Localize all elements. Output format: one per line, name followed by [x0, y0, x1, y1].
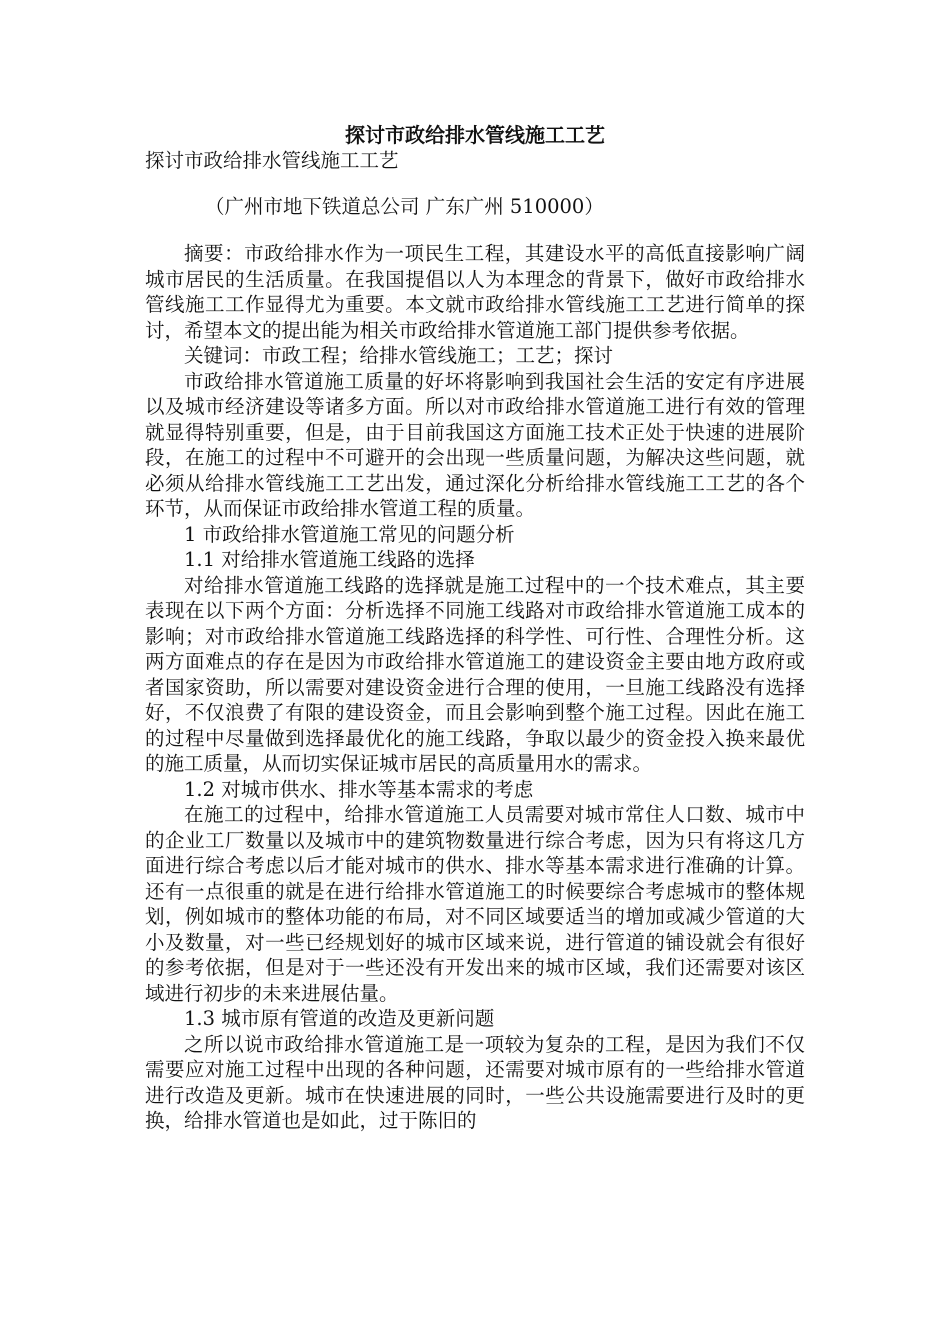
- document-subtitle: 探讨市政给排水管线施工工艺: [145, 149, 399, 172]
- document-title: 探讨市政给排水管线施工工艺: [345, 123, 605, 147]
- section-1-3-heading: 1.3 城市原有管道的改造及更新问题: [184, 1007, 495, 1030]
- document-page: [145, 122, 805, 1134]
- section-1-1-heading: 1.1 对给排水管道施工线路的选择: [184, 548, 475, 571]
- section-1-1-body: 对给排水管道施工线路的选择就是施工过程中的一个技术难点，其主要表现在以下两个方面：分析选择不同施工线路对市政给排水管道施工成本的影响；对市政给排水管道施工线路选择的科学性、可行性、合理性分析。这两方面难点的存在是因为市政给排水管道施工的建设资金主要由地方政府或者国家资助，所以需要对建设资金进行合理的使用，一旦施工线路没有选择好，不仅浪费了有限的建设资金，而且会影响到整个施工过程。因此在施工的过程中尽量做到选择最优化的施工线路，争取以最少的资金投入换来最优的施工质量，从而切实保证城市居民的高质量用水的需求。: [145, 573, 805, 775]
- section-1-2-heading: 1.2 对城市供水、排水等基本需求的考虑: [184, 777, 534, 801]
- keywords-line: 关键词：市政工程；给排水管线施工；工艺；探讨: [184, 344, 614, 367]
- author-affiliation: （广州市地下铁道总公司 广东广州 510000）: [205, 194, 604, 218]
- intro-paragraph: 市政给排水管道施工质量的好坏将影响到我国社会生活的安定有序进展以及城市经济建设等诸多方面。所以对市政给排水管道施工进行有效的管理就显得特别重要，但是，由于目前我国这方面施工技术正处于快速的进展阶段，在施工的过程中不可避开的会出现一些质量问题，为解决这些问题，就必须从给排水管线施工工艺出发，通过深化分析给排水管线施工工艺的各个环节，从而保证市政给排水管道工程的质量。: [145, 369, 805, 520]
- section-1-3-body: 之所以说市政给排水管道施工是一项较为复杂的工程，是因为我们不仅需要应对施工过程中出现的各种问题，还需要对城市原有的一些给排水管道进行改造及更新。城市在快速进展的同时，一些公共设施需要进行及时的更换，给排水管道也是如此，过于陈旧的: [145, 1032, 805, 1132]
- section-1-2-body: 在施工的过程中，给排水管道施工人员需要对城市常住人口数、城市中的企业工厂数量以及城市中的建筑物数量进行综合考虑，因为只有将这几方面进行综合考虑以后才能对城市的供水、排水等基本需求进行准确的计算。还有一点很重的就是在进行给排水管道施工的时候要综合考虑城市的整体规划，例如城市的整体功能的布局，对不同区域要适当的增加或减少管道的大小及数量，对一些已经规划好的城市区域来说，进行管道的铺设就会有很好的参考依据，但是对于一些还没有开发出来的城市区域，我们还需要对该区域进行初步的未来进展估量。: [145, 803, 805, 1005]
- section-1-heading: 1 市政给排水管道施工常见的问题分析: [184, 522, 515, 546]
- abstract-paragraph: 摘要：市政给排水作为一项民生工程，其建设水平的高低直接影响广阔城市居民的生活质量。在我国提倡以人为本理念的背景下，做好市政给排水管线施工工作显得尤为重要。本文就市政给排水管线施工工艺进行简单的探讨，希望本文的提出能为相关市政给排水管道施工部门提供参考依据。: [145, 242, 805, 342]
